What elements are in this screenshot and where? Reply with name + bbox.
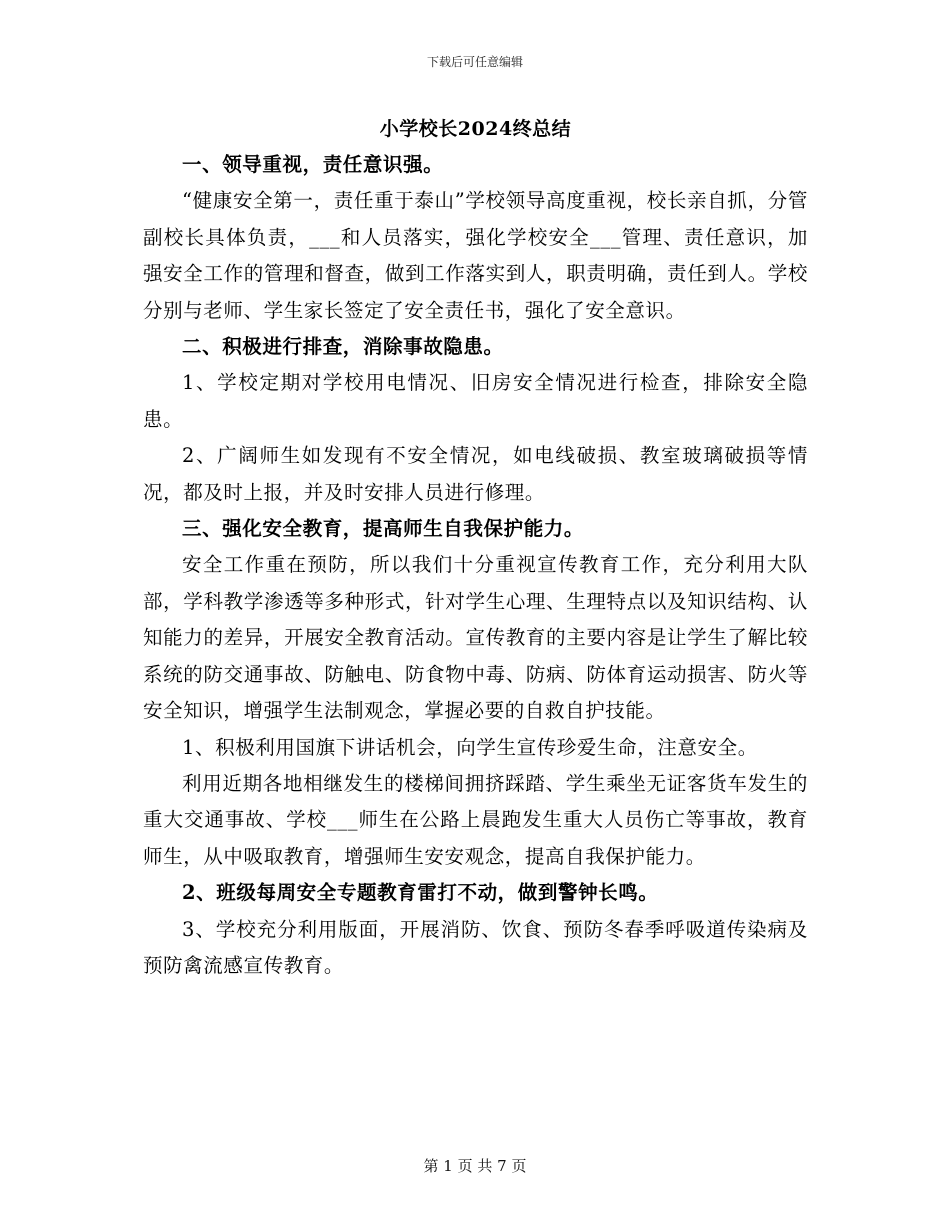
section-heading-3: 三、强化安全教育，提高师生自我保护能力。 [182, 517, 585, 541]
page-number: 第 1 页 共 7 页 [423, 1157, 527, 1175]
paragraph-2: 1、学校定期对学校用电情况、旧房安全情况进行检查，排除安全隐患。 [143, 371, 808, 431]
header-note: 下载后可任意编辑 [426, 55, 523, 69]
paragraph-4: 安全工作重在预防，所以我们十分重视宣传教育工作，充分利用大队部，学科教学渗透等多种形式，针对学生心理、生理特点以及知识结构、认知能力的差异，开展安全教育活动。宣传教育的主要内容是让学生了解比较系统的防交通事故、防触电、防食物中毒、防病、防体育运动损害、防火等安全知识，增强学生法制观念，掌握必要的自救自护技能。 [143, 553, 808, 723]
paragraph-6: 利用近期各地相继发生的楼梯间拥挤踩踏、学生乘坐无证客货车发生的重大交通事故、学校___师生在公路上晨跑发生重大人员伤亡等事故，教育师生，从中吸取教育，增强师生安安观念，提高自我保护能力。 [143, 771, 808, 868]
document-title: 小学校长2024终总结 [379, 118, 572, 140]
section-heading-2: 二、积极进行排查，消除事故隐患。 [182, 335, 504, 359]
paragraph-1: “健康安全第一，责任重于泰山”学校领导高度重视，校长亲自抓，分管副校长具体负责，___和人员落实，强化学校安全___管理、责任意识，加强安全工作的管理和督查，做到工作落实到人，职责明确，责任到人。学校分别与老师、学生家长签定了安全责任书，强化了安全意识。 [143, 189, 808, 322]
paragraph-7: 3、学校充分利用版面，开展消防、饮食、预防冬春季呼吸道传染病及预防禽流感宣传教育。 [143, 917, 808, 977]
paragraph-5: 1、积极利用国旗下讲话机会，向学生宣传珍爱生命，注意安全。 [182, 735, 758, 759]
paragraph-3: 2、广阔师生如发现有不安全情况，如电线破损、教室玻璃破损等情况，都及时上报，并及时安排人员进行修理。 [143, 444, 808, 504]
document-body [143, 111, 808, 984]
sub-heading-weekly-education: 2、班级每周安全专题教育雷打不动，做到警钟长鸣。 [182, 881, 659, 905]
section-heading-1: 一、领导重视，责任意识强。 [182, 153, 444, 176]
